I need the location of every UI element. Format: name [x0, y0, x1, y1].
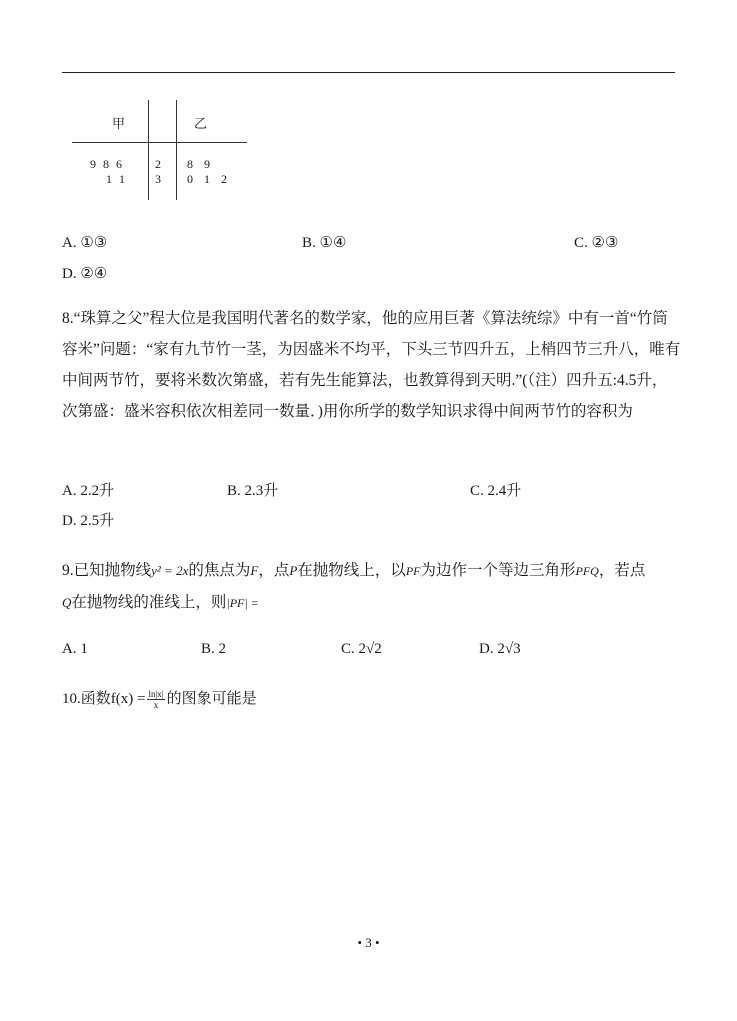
header-rule: [62, 72, 675, 73]
stem-leaf-divider-right: [176, 100, 177, 200]
q9-text-point: ，点: [258, 562, 290, 579]
q9-point-p: P: [289, 563, 298, 578]
q8-option-b: B. 2.3升: [227, 483, 279, 499]
q9-point-f: F: [250, 563, 259, 578]
q8-option-c: C. 2.4升: [470, 483, 522, 499]
q7-option-b: B. ①④: [302, 235, 347, 251]
stem-leaf-row1-right: 8 9: [187, 157, 210, 171]
q8-text: 8.“珠算之父”程大位是我国明代著名的数学家，他的应用巨著《算法统综》中有一首“竹筒容米”问题：“家有九节竹一茎，为因盛米不均平，下头三节四升五，上梢四节三升八，唯有中间两节竹，要将米数次第盛，若有先生能算法，也教算得到天明.”(（注）四升五:4.5升，次第盛：盛米容积依次相差同一数量．)用你所学的数学知识求得中间两节竹的容积为: [62, 310, 681, 420]
q9-option-c: C. 2√2: [341, 641, 382, 657]
q8-option-a: A. 2.2升: [62, 483, 115, 499]
q9-text-if-point: ，若点: [598, 562, 646, 579]
q9-option-d: D. 2√3: [479, 641, 521, 657]
q9-equation: y² = 2x: [151, 563, 189, 578]
stem-leaf-row2-stem: 3: [155, 172, 161, 186]
q9-text-directrix: 在抛物线的准线上，则: [71, 594, 227, 611]
q9-text-focus: 的焦点为: [188, 562, 251, 579]
q9-abs-pf: |PF| =: [226, 596, 259, 610]
stem-leaf-right-header: 乙: [194, 116, 208, 131]
page-number: • 3 •: [357, 935, 380, 950]
q9-triangle-pfq: PFQ: [575, 564, 599, 578]
q10-text: [62, 684, 257, 714]
q9-text-on-parabola: 在抛物线上，以: [297, 562, 406, 579]
q9-line2: [62, 590, 259, 612]
q10-denominator: x: [153, 700, 159, 711]
q7-option-c: C. ②③: [574, 235, 619, 251]
q10-suffix: 的图象可能是: [166, 691, 257, 707]
q9-point-q: Q: [62, 595, 72, 610]
stem-leaf-row2-left: 1 1: [106, 172, 125, 186]
stem-leaf-row1-left: 9 8 6: [90, 157, 122, 171]
q8-option-d: D. 2.5升: [62, 513, 115, 529]
stem-leaf-left-header: 甲: [112, 116, 126, 131]
q10-prefix: 10.函数f(x) =: [62, 691, 146, 707]
q9-option-b: B. 2: [201, 641, 227, 657]
q7-option-a: A. ①③: [62, 235, 108, 251]
q9-option-a: A. 1: [62, 641, 88, 657]
stem-leaf-row1-stem: 2: [155, 157, 161, 171]
stem-leaf-header-rule: [72, 142, 247, 143]
q10-fraction: [147, 689, 164, 710]
q9-line1: [62, 558, 645, 580]
q9-segment-pf: PF: [405, 564, 421, 578]
q9-text-triangle: 为边作一个等边三角形: [420, 562, 576, 579]
stem-leaf-plot: [72, 100, 252, 200]
stem-leaf-row2-right: 0 1 2: [187, 172, 227, 186]
q7-option-d: D. ②④: [62, 266, 108, 282]
q10-numerator: ln|x|: [148, 689, 164, 700]
stem-leaf-divider-left: [148, 100, 149, 200]
q9-prefix: 9.已知抛物线: [62, 562, 152, 579]
